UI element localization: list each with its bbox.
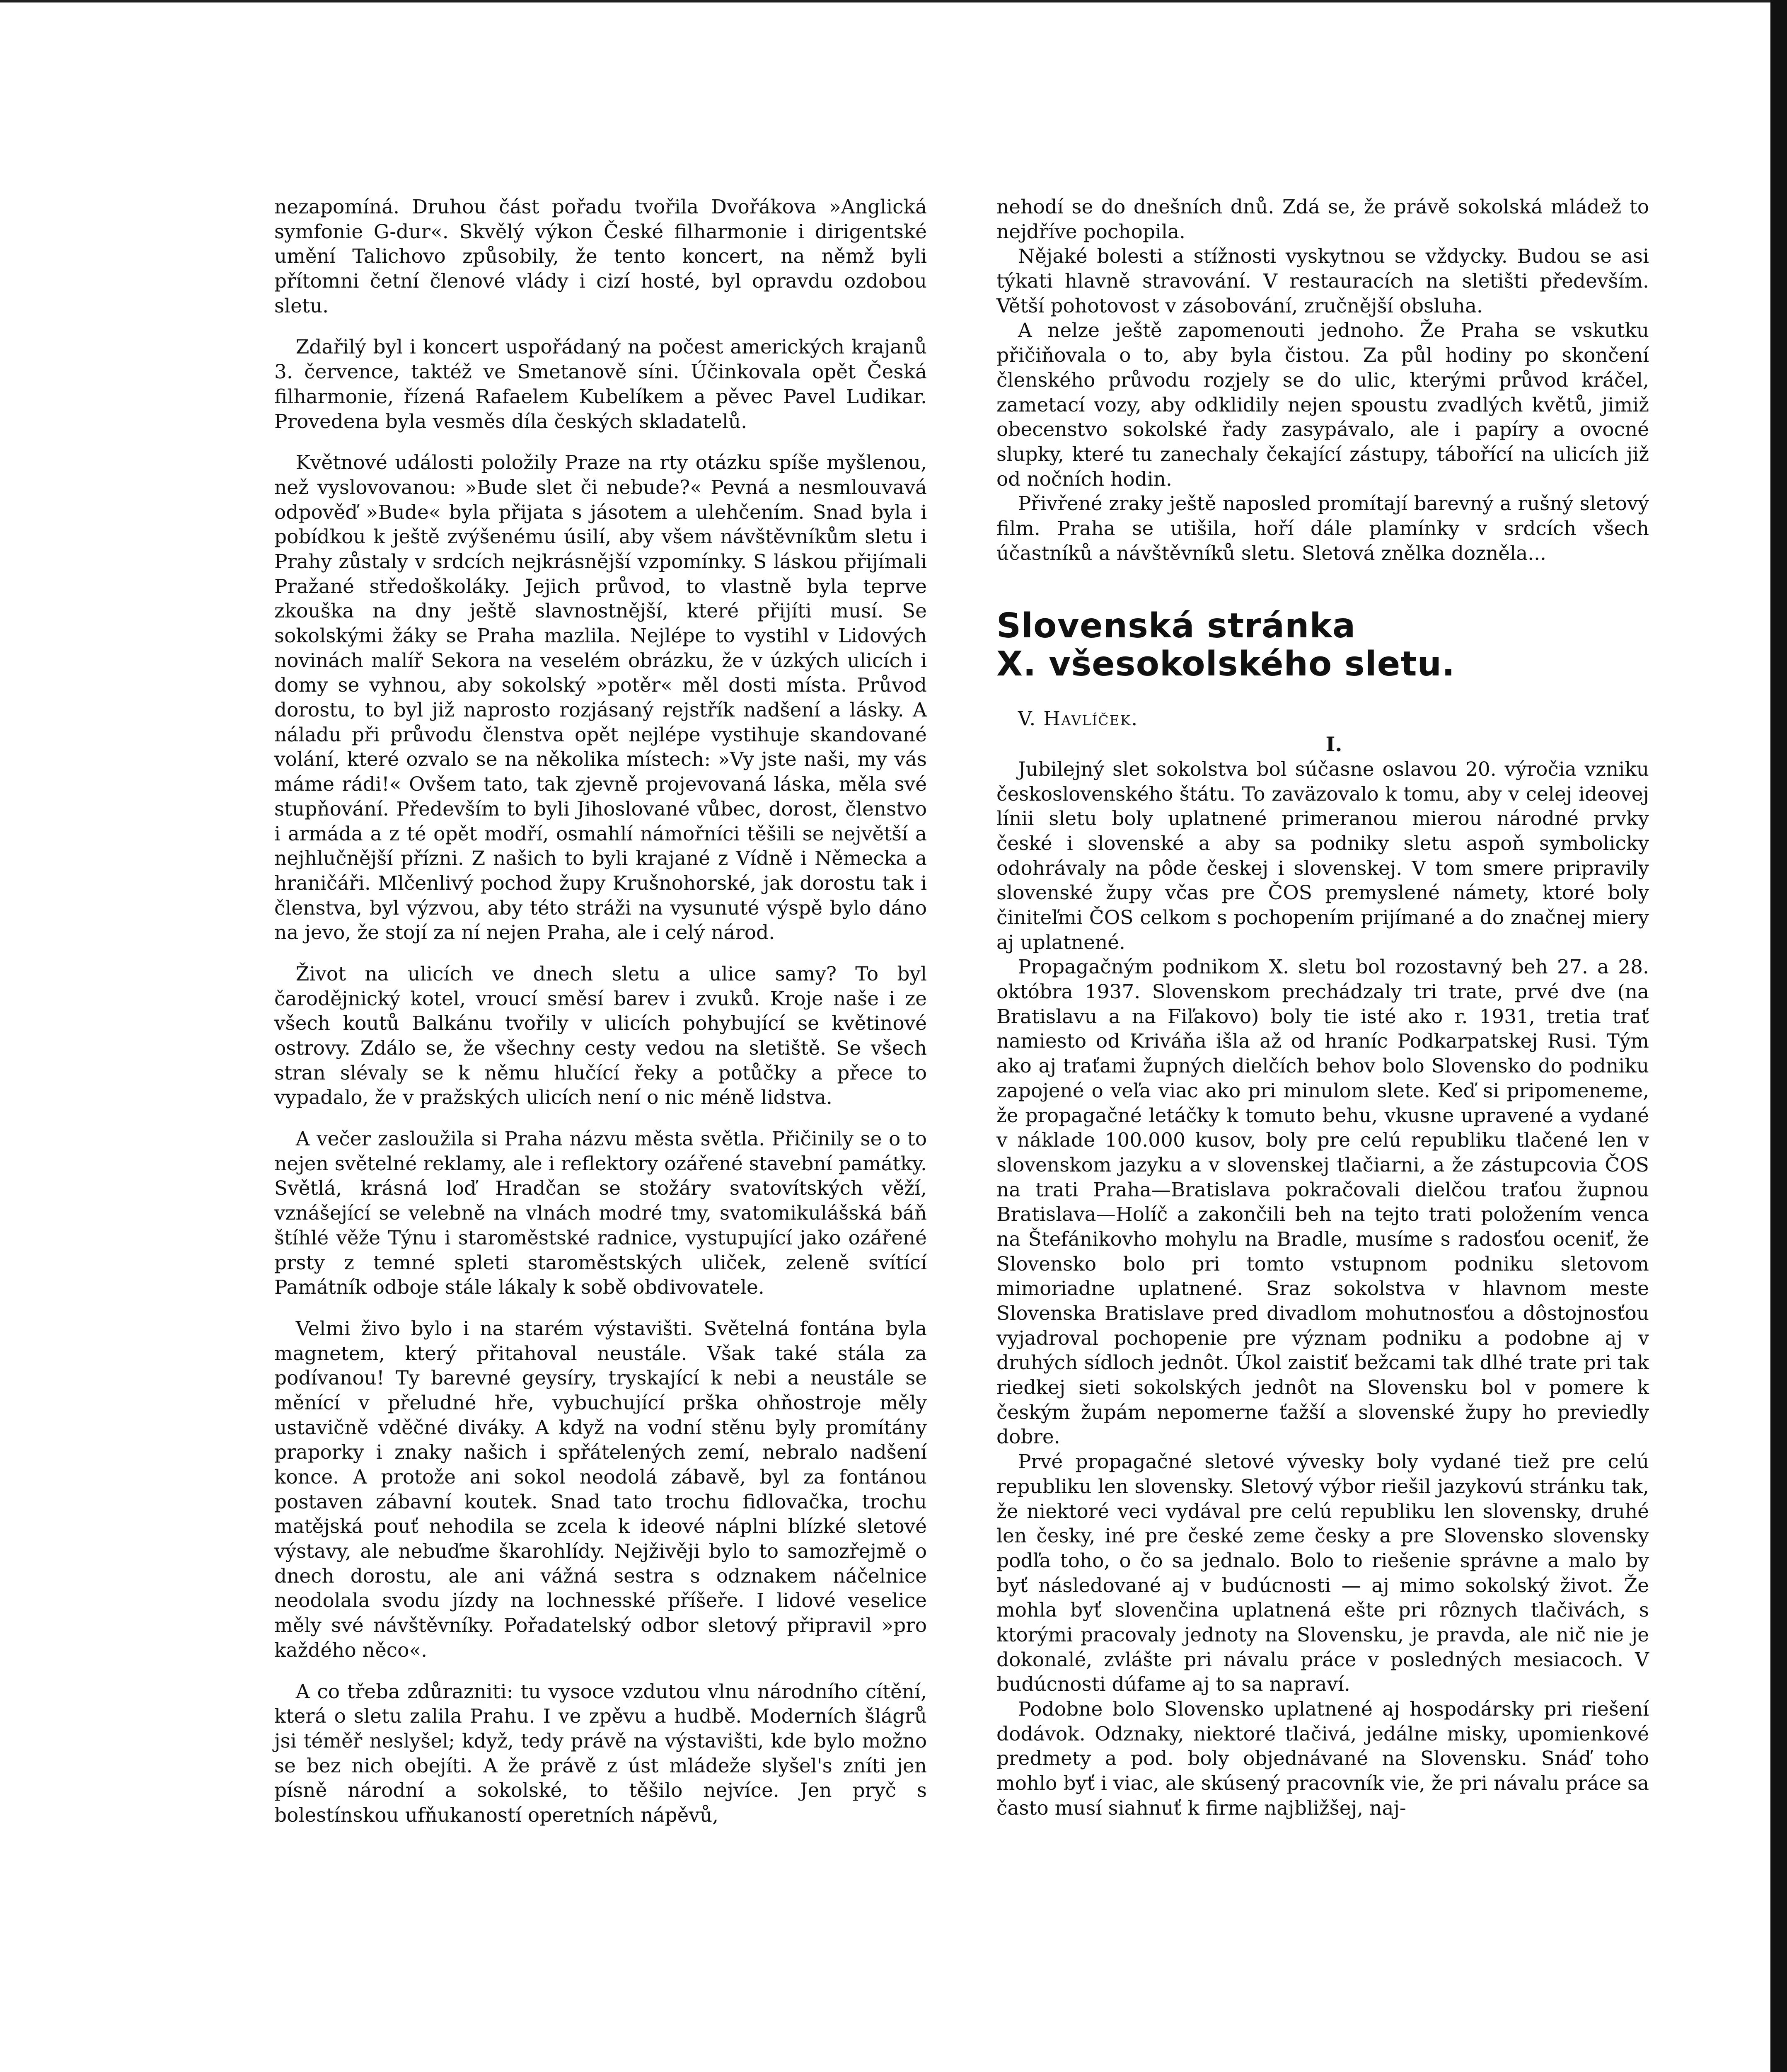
paragraph: Život na ulicích ve dnech sletu a ulice samy? To byl čarodějnický kotel, vroucí směsí barev i zvuků. Kroje naše i ze všech koutů Balkánu tvořily v ulicích pohybující se květinové ostrovy. Zdálo se, že všechny cesty vedou na sletiště. Se všech stran slévaly se k němu hlučící řeky a potůčky a přece to vypadalo, že v pražských ulicích není o nic méně lidstva. xyxy=(274,962,927,1109)
paragraph: A co třeba zdůrazniti: tu vysoce vzdutou vlnu národního cítění, která o sletu zalila Prahu. I ve zpěvu a hudbě. Moderních šlágrů jsi téměř neslyšel; když, tedy právě na výstavišti, kde bylo možno se bez nich obejíti. A že právě z úst mládeže slyšel's zníti jen písně národní a sokolské, to těšilo nejvíce. Jen pryč s bolestínskou ufňukaností operetních nápěvů, xyxy=(274,1680,927,1827)
paragraph: A nelze ještě zapomenouti jednoho. Že Praha se vskutku přičiňovala o to, aby byla čistou. Za půl hodiny po skončení členského průvodu rozjely se do ulic, kterými průvod kráčel, zametací vozy, aby odklidily nejen spoustu zvadlých květů, jimiž obecenstvo sokolské řady zasypávalo, ale i papíry a ovocné slupky, které tu zanechaly čekající zástupy, tábořící na ulicích již od nočních hodin. xyxy=(996,319,1649,491)
paragraph: Jubilejný slet sokolstva bol súčasne oslavou 20. výročia vzniku československého štátu. To zaväzovalo k tomu, aby v celej ideovej línii sletu boly uplatnené primeranou mierou národné prvky české i slovenské a aby sa podniky sletu aspoň symbolicky odohrávaly na pôde českej i slovenskej. V tom smere pripravily slovenské župy včas pre ČOS premyslené námety, ktoré boly činiteľmi ČOS celkom s pochopením prijímané a do značnej miery aj uplatnené. xyxy=(996,758,1649,954)
paragraph: A večer zasloužila si Praha názvu města světla. Přičinily se o to nejen světelné reklamy, ale i reflektory ozářené stavební památky. Světlá, krásná loď Hradčan se stožáry svatovítských věží, vznášející se velebně na vlnách modré tmy, svatomikulášská báň štíhlé věže Týnu i staroměstské radnice, vystupující jako ozářené prsty z temné spleti staroměstských uliček, zeleně svítící Památník odboje stále lákaly k sobě obdivovatele. xyxy=(274,1128,927,1299)
article-heading-line: Slovenská stránka xyxy=(996,606,1356,646)
paragraph: Nějaké bolesti a stížnosti vyskytnou se vždycky. Budou se asi týkati hlavně stravování. V restauracích na sletišti především. Větší pohotovost v zásobování, zručnější obsluha. xyxy=(996,245,1649,317)
right-column xyxy=(996,195,1649,1820)
scan-edge-top xyxy=(0,0,1787,2)
paragraph: Podobne bolo Slovensko uplatnené aj hospodársky pri riešení dodávok. Odznaky, niektoré tlačivá, jedálne misky, upomienkové predmety a pod. boly objednávané na Slovensku. Snáď toho mohlo byť i viac, ale skúsený pracovník vie, že pri návalu práce sa často musí siahnuť k firme najbližšej, naj- xyxy=(996,1698,1649,1820)
paragraph: nehodí se do dnešních dnů. Zdá se, že právě sokolská mládež to nejdříve pochopila. xyxy=(996,196,1649,243)
scan-edge-right xyxy=(1770,0,1787,2072)
paragraph: Zdařilý byl i koncert uspořádaný na počest amerických krajanů 3. července, taktéž ve Smetanově síni. Účinkovala opět Česká filharmonie, řízená Rafaelem Kubelíkem a pěvec Pavel Ludikar. Provedena byla vesměs díla českých skladatelů. xyxy=(274,336,927,433)
paragraph: Květnové události položily Praze na rty otázku spíše myšlenou, než vyslovovanou: »Bude slet či nebude?« Pevná a nesmlouvavá odpověď »Bude« byla přijata s jásotem a ulehčením. Snad byla i pobídkou k ještě zvýšenému úsilí, aby všem návštěvníkům sletu i Prahy zůstaly v srdcích nejkrásnější vzpomínky. S láskou přijímali Pražané středoškoláky. Jejich průvod, to vlastně byla teprve zkouška na dny ještě slavnostnější, které přijíti musí. Se sokolskými žáky se Praha mazlila. Nejlépe to vystihl v Lidových novinách malíř Sekora na veselém obrázku, že v úzkých ulicích i domy se vyhnou, aby sokolský »potěr« měl dosti místa. Průvod dorostu, to byl již naprosto rozjásaný rejstřík nadšení a lásky. A náladu při průvodu členstva opět nejlépe vystihuje skandované volání, které ozvalo se na několika místech: »Vy jste naši, my vás máme rádi!« Ovšem tato, tak zjevně projevovaná láska, měla své stupňování. Především to byli Jihoslované vůbec, dorost, členstvo i armáda a z té opět modří, osmahlí námořníci těšili se největší a nejhlučnější přízni. Z našich to byli krajané z Vídně i Německa a hraničáři. Mlčenlivý pochod župy Krušnohorské, jak dorostu tak i členstva, byl výzvou, aby této stráži na vysunuté výspě bylo dáno na jevo, že stojí za ní nejen Praha, ale i celý národ. xyxy=(274,451,927,944)
paragraph: Propagačným podnikom X. sletu bol rozostavný beh 27. a 28. októbra 1937. Slovenskom prechádzaly tri trate, prvé dve (na Bratislavu a na Fiľakovo) boly tie isté ako r. 1931, tretia trať namiesto od Kriváňa išla až od hraníc Podkarpatskej Rusi. Tým ako aj traťami župných dielčích behov bolo Slovensko do podniku zapojené o veľa viac ako pri minulom slete. Keď si pripomeneme, že propagačné letáčky k tomuto behu, vkusne upravené a vydané v náklade 100.000 kusov, boly pre celú republiku tlačené len v slovenskom jazyku a v slovenskej tlačiarni, a že zástupcovia ČOS na trati Praha—Bratislava pokračovali dielčou traťou župnou Bratislava—Holíč a zakončili beh na tejto trati položením venca na Štefánikovho mohylu na Bradle, musíme s radosťou oceniť, že Slovensko bolo pri tomto vstupnom podniku sletovom mimoriadne uplatnené. Sraz sokolstva v hlavnom meste Slovenska Bratislave pred divadlom mohutnosťou a dôstojnosťou vyjadroval pochopenie pre význam podniku a podobne aj v druhých sídloch jednôt. Úkol zaistiť bežcami tak dlhé trate pri tak riedkej sieti sokolských jednôt na Slovensku bol v pomere k českým župám nepomerne ťažší a slovenské župy ho previedly dobre. xyxy=(996,956,1649,1449)
byline: V. Havlíček. xyxy=(1018,707,1139,730)
paragraph: Prvé propagačné sletové vývesky boly vydané tiež pre celú republiku len slovensky. Sletový výbor riešil jazykovú stránku tak, že niektoré veci vydával pre celú republiku len slovensky, druhé len česky, iné pre české zeme česky a pre Slovensko slovensky podľa toho, o čo sa jednalo. Bolo to riešenie správne a malo by byť následované aj v budúcnosti — aj mimo sokolský život. Že mohla byť slovenčina uplatnená ešte pri rôznych tlačivách, s ktorými pracovaly jednoty na Slovensku, je pravda, ale nič nie je dokonalé, zvlášte pri návalu práce v posledných mesiacoch. V budúcnosti dúfame aj to sa napraví. xyxy=(996,1450,1649,1696)
section-number: I. xyxy=(1325,732,1342,756)
article-heading xyxy=(996,607,1649,683)
paragraph: Velmi živo bylo i na starém výstavišti. Světelná fontána byla magnetem, který přitahoval neustále. Však také stála za podívanou! Ty barevné geysíry, tryskající k nebi a neustále se měnící v přeludné hře, vybuchující prška ohňostroje měly ustavičně vděčné diváky. A když na vodní stěnu byly promítány praporky i znaky našich i spřátelených zemí, nebralo nadšení konce. A protože ani sokol neodolá zábavě, byl za fontánou postaven zábavní koutek. Snad tato trochu fidlovačka, trochu matějská pouť nehodila se zcela k ideové náplni blízké sletové výstavy, ale nebuďme škarohlídy. Nejživěji bylo to samozřejmě o dnech dorostu, ale ani vážná sestra s odznakem náčelnice neodolala svodu jízdy na lochnesské příšeře. I lidové veselice měly své návštěvníky. Pořadatelský odbor sletový připravil »pro každého něco«. xyxy=(274,1317,927,1662)
paragraph: nezapomíná. Druhou část pořadu tvořila Dvořákova »Anglická symfonie G-dur«. Skvělý výkon České filharmonie i dirigentské umění Talichovo způsobily, že tento koncert, na němž byli přítomni četní členové vlády i cizí hosté, byl opravdu ozdobou sletu. xyxy=(274,196,927,317)
paragraph: Přivřené zraky ještě naposled promítají barevný a rušný sletový film. Praha se utišila, hoří dále plamínky v srdcích všech účastníků a návštěvníků sletu. Sletová znělka dozněla... xyxy=(996,492,1649,565)
article-heading-line: X. všesokolského sletu. xyxy=(996,644,1455,684)
left-column xyxy=(274,195,927,1828)
